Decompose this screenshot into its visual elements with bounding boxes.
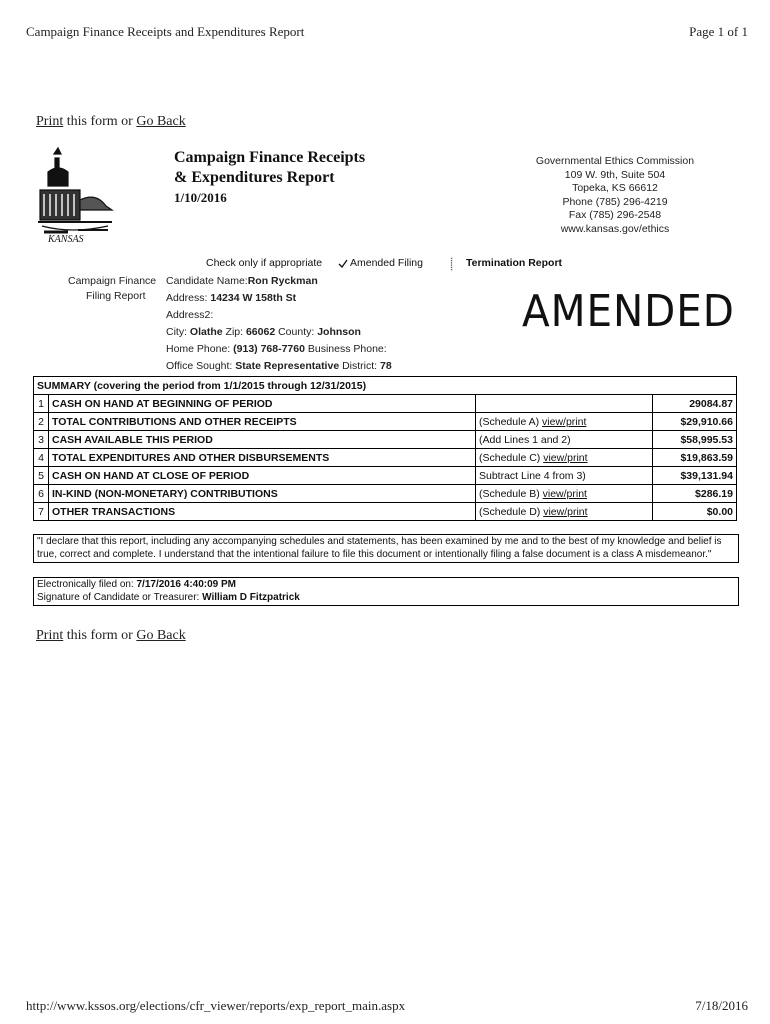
phone-row (166, 343, 387, 355)
summary-amount: $58,995.53 (653, 431, 737, 449)
amended-filing-label: Amended Filing (350, 257, 423, 269)
home-phone-label: Home Phone: (166, 343, 231, 355)
agency-city: Topeka, KS 66612 (572, 182, 658, 195)
nav-bottom (36, 628, 186, 644)
agency-website: www.kansas.gov/ethics (560, 222, 670, 235)
zip-value: 66062 (245, 326, 276, 338)
summary-line-description: CASH ON HAND AT BEGINNING OF PERIOD (49, 395, 476, 413)
office-label: Office Sought: (166, 360, 233, 372)
schedule-text: (Add Lines 1 and 2) (479, 433, 571, 446)
summary-amount: $39,131.94 (653, 467, 737, 485)
city-row (166, 326, 361, 338)
candidate-name: Ron Ryckman (247, 275, 318, 287)
summary-schedule-cell (476, 503, 653, 521)
summary-schedule-cell (476, 413, 653, 431)
signature-label: Signature of Candidate or Treasurer: (37, 591, 200, 603)
summary-schedule-cell (476, 485, 653, 503)
signer-name: William D Fitzpatrick (202, 591, 300, 603)
check-prompt: Check only if appropriate (206, 257, 323, 269)
view-print-link[interactable]: view/print (542, 487, 587, 500)
county-value: Johnson (317, 326, 361, 338)
nav-connector-text-bottom: this form or (63, 628, 137, 643)
kansas-seal-icon (34, 146, 118, 250)
business-phone-label: Business Phone: (307, 343, 387, 355)
district-value: 78 (380, 360, 392, 372)
summary-table (33, 376, 737, 521)
declaration-statement: "I declare that this report, including any accompanying schedules and statements, has been examined by me and to the best of my knowledge and belief is true, correct and complete. I understand that the intentional failure to file this document or intentionally filing a false document is a class A misdemeanor." (33, 534, 739, 563)
summary-schedule-cell (476, 449, 653, 467)
summary-schedule-cell (476, 395, 653, 413)
summary-line-number: 6 (34, 485, 49, 503)
view-print-link[interactable]: view/print (542, 415, 587, 428)
summary-row (34, 449, 737, 467)
summary-line-number: 1 (34, 395, 49, 413)
nav-connector-text: this form or (63, 114, 137, 129)
address-label: Address: (166, 292, 208, 304)
summary-line-number: 3 (34, 431, 49, 449)
filed-on-value: 7/17/2016 4:40:09 PM (136, 579, 237, 590)
summary-row (34, 431, 737, 449)
summary-line-description: CASH ON HAND AT CLOSE OF PERIOD (49, 467, 476, 485)
side-label-filing-report: Filing Report (86, 290, 146, 302)
print-header-page: Page 1 of 1 (689, 24, 748, 39)
summary-row (34, 467, 737, 485)
summary-header: SUMMARY (covering the period from 1/1/2015 through 12/31/2015) (34, 377, 737, 395)
summary-row (34, 395, 737, 413)
zip-label: Zip: (225, 326, 244, 338)
summary-line-description: TOTAL EXPENDITURES AND OTHER DISBURSEMENTS (49, 449, 476, 467)
summary-line-number: 4 (34, 449, 49, 467)
candidate-name-row (166, 275, 318, 287)
summary-amount: $0.00 (653, 503, 737, 521)
seal-caption: KANSAS (48, 234, 84, 245)
district-label: District: (342, 360, 378, 372)
office-value: State Representative (235, 360, 340, 372)
summary-header-row (34, 377, 737, 395)
schedule-text: (Schedule D) (479, 505, 544, 518)
home-phone-value: (913) 768-7760 (233, 343, 305, 355)
checkmark-icon (338, 259, 348, 268)
side-label-campaign-finance: Campaign Finance (68, 275, 157, 287)
print-header-title: Campaign Finance Receipts and Expenditures Report (26, 24, 305, 39)
agency-address: 109 W. 9th, Suite 504 (564, 168, 666, 181)
summary-amount: $286.19 (653, 485, 737, 503)
go-back-link[interactable]: Go Back (136, 114, 186, 129)
print-footer-date: 7/18/2016 (695, 998, 748, 1013)
signature-box (33, 577, 739, 606)
summary-amount: 29084.87 (653, 395, 737, 413)
summary-line-number: 5 (34, 467, 49, 485)
address-value: 14234 W 158th St (210, 292, 297, 304)
city-label: City: (166, 326, 187, 338)
report-title-line1: Campaign Finance Receipts (174, 149, 366, 166)
schedule-text: (Schedule B) (479, 487, 543, 500)
schedule-text: Subtract Line 4 from 3) (479, 469, 586, 482)
address2-row (166, 309, 213, 321)
summary-line-number: 7 (34, 503, 49, 521)
summary-row (34, 413, 737, 431)
print-footer-url: http://www.kssos.org/elections/cfr_viewer/reports/exp_report_main.aspx (26, 998, 406, 1013)
termination-report-label: Termination Report (466, 257, 563, 269)
print-link-bottom[interactable]: Print (36, 628, 64, 643)
agency-info (520, 155, 710, 237)
report-date: 1/10/2016 (174, 190, 227, 205)
office-row (166, 360, 392, 372)
report-title-line2: & Expenditures Report (174, 169, 335, 186)
schedule-text: (Schedule C) (479, 451, 544, 464)
summary-line-description: OTHER TRANSACTIONS (49, 503, 476, 521)
amended-filing-checkbox[interactable] (338, 257, 423, 269)
signer-row (37, 592, 735, 605)
summary-row (34, 485, 737, 503)
view-print-link[interactable]: view/print (543, 505, 588, 518)
address-row (166, 292, 296, 304)
summary-line-description: TOTAL CONTRIBUTIONS AND OTHER RECEIPTS (49, 413, 476, 431)
summary-line-description: IN-KIND (NON-MONETARY) CONTRIBUTIONS (49, 485, 476, 503)
termination-checkbox[interactable]: ⸽ (450, 257, 454, 271)
summary-schedule-cell (476, 431, 653, 449)
summary-line-description: CASH AVAILABLE THIS PERIOD (49, 431, 476, 449)
filed-row (37, 579, 735, 592)
agency-name: Governmental Ethics Commission (535, 155, 695, 167)
nav-top (36, 114, 186, 130)
report-title (174, 148, 365, 208)
schedule-text: (Schedule A) (479, 415, 543, 428)
summary-row (34, 503, 737, 521)
summary-schedule-cell (476, 467, 653, 485)
print-link[interactable]: Print (36, 114, 64, 129)
summary-line-number: 2 (34, 413, 49, 431)
summary-amount: $19,863.59 (653, 449, 737, 467)
city-value: Olathe (189, 326, 223, 338)
filed-label: Electronically filed on: (37, 579, 134, 590)
candidate-name-label: Candidate Name: (166, 275, 248, 287)
amended-stamp: AMENDED (522, 286, 735, 337)
agency-fax: Fax (785) 296-2548 (568, 209, 662, 222)
county-label: County: (278, 326, 315, 338)
view-print-link[interactable]: view/print (543, 451, 588, 464)
address2-label: Address2: (166, 309, 214, 321)
go-back-link-bottom[interactable]: Go Back (136, 628, 186, 643)
summary-amount: $29,910.66 (653, 413, 737, 431)
agency-phone: Phone (785) 296-4219 (562, 195, 668, 208)
